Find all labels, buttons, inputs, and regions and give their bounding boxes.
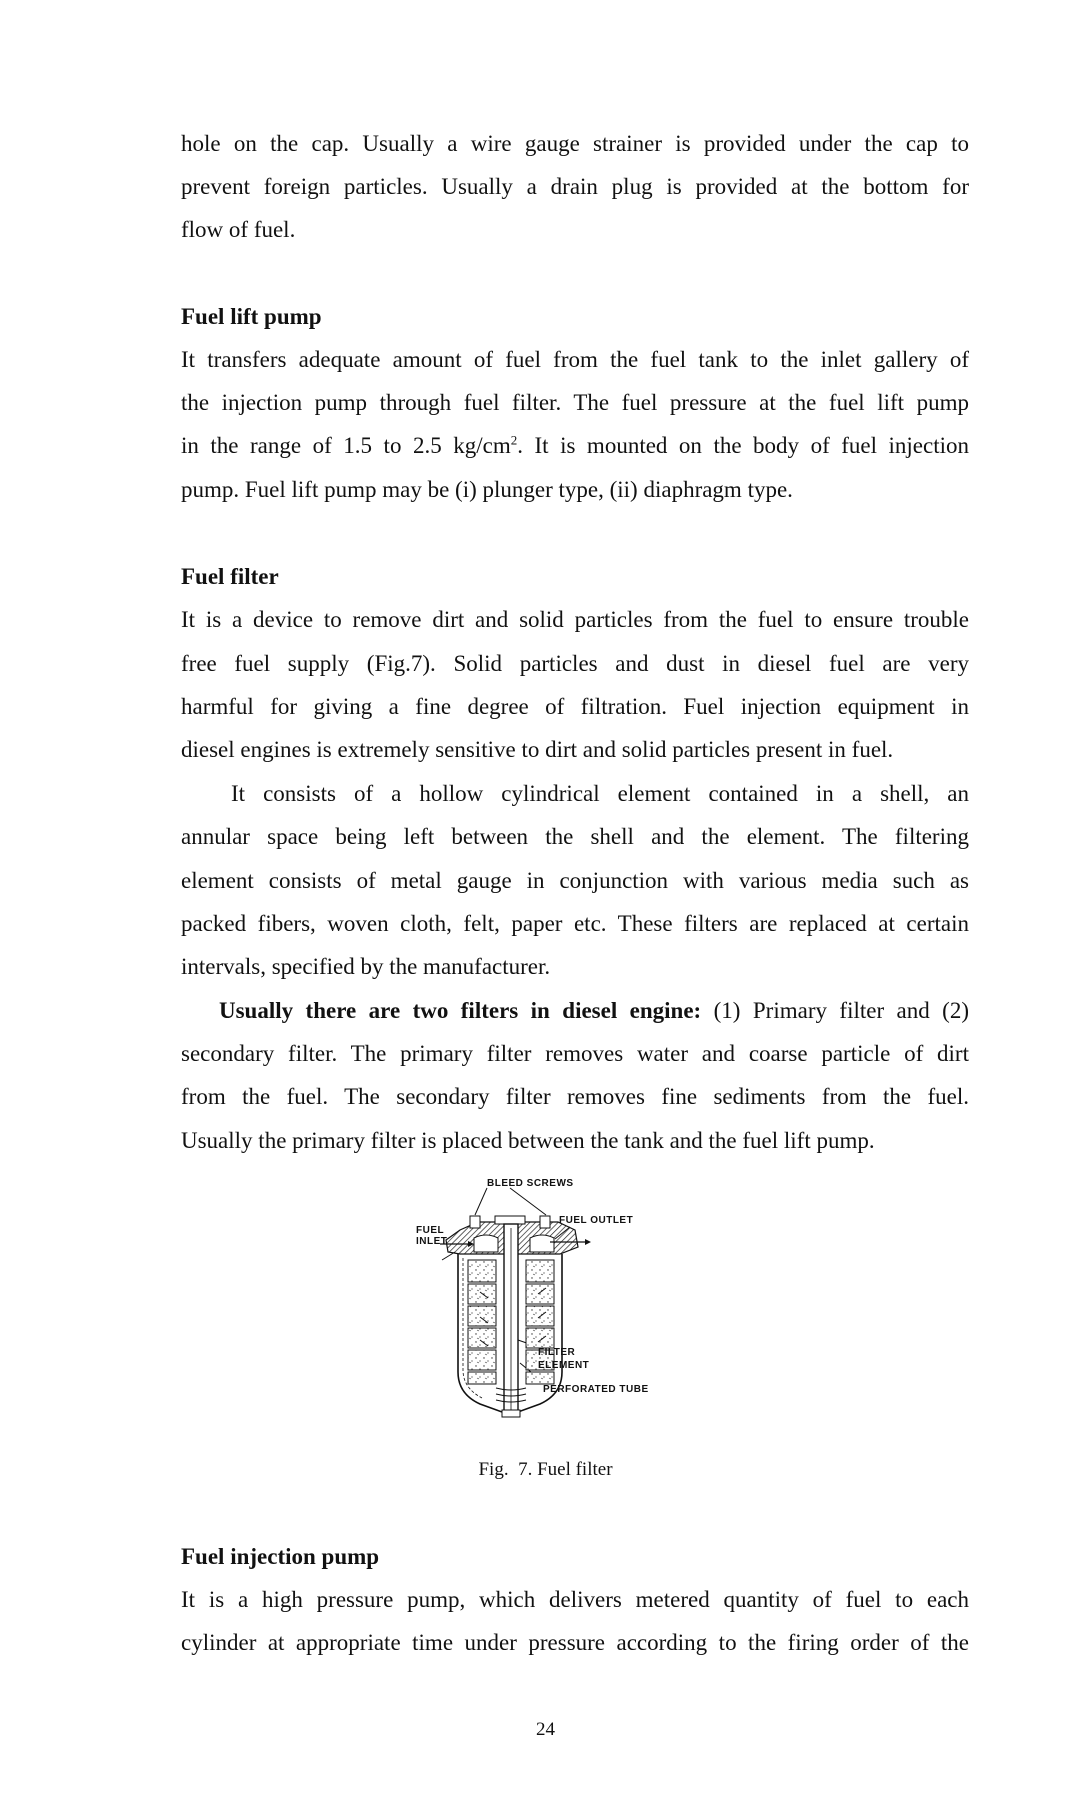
section-heading-fuel-lift-pump: Fuel lift pump [181,304,322,329]
body-line: secondary filter. The primary filter removes water and coarse particle of dirt [181,1041,969,1066]
body-line: prevent foreign particles. Usually a drain plug is provided at the bottom for [181,174,969,199]
body-line: flow of fuel. [181,217,296,242]
bold-lead: Usually there are two filters in diesel engine: [219,998,702,1023]
label-filter: FILTER [538,1347,576,1358]
label-fuel: FUEL [416,1225,445,1236]
superscript: 2 [510,432,518,448]
body-line: intervals, specified by the manufacturer. [181,954,551,979]
filter-element-left [468,1260,496,1384]
body-line [181,997,969,1025]
section-heading-fuel-filter: Fuel filter [181,564,279,589]
drain-plug [502,1410,520,1417]
body-line: element consists of metal gauge in conjunction with various media such as [181,868,969,893]
caption-text: 7. Fuel filter [518,1459,613,1480]
body-line: diesel engines is extremely sensitive to dirt and solid particles present in fuel. [181,737,894,762]
body-line: packed fibers, woven cloth, felt, paper etc. These filters are replaced at certain [181,911,969,936]
text-span: . It is mounted on the body of fuel injection [517,433,970,458]
leader-line [475,1188,487,1215]
body-line: cylinder at appropriate time under pressure according to the firing order of the [181,1630,969,1655]
text-span: in the range of 1.5 to 2.5 kg/cm [181,433,511,458]
body-line: hole on the cap. Usually a wire gauge strainer is provided under the cap to [181,131,969,156]
label-inlet: INLET [416,1236,448,1247]
bleed-screw-right [540,1216,550,1228]
bleed-screw-left [470,1216,480,1228]
body-line: free fuel supply (Fig.7). Solid particles and dust in diesel fuel are very [181,651,969,676]
body-line: Usually the primary filter is placed between the tank and the fuel lift pump. [181,1128,875,1153]
body-line: from the fuel. The secondary filter removes fine sediments from the fuel. [181,1084,969,1109]
text-span: (1) Primary filter and (2) [701,998,969,1023]
body-line [181,432,969,460]
caption-fig: Fig. [478,1459,509,1480]
body-line: the injection pump through fuel filter. The fuel pressure at the fuel lift pump [181,390,969,415]
body-line: It is a device to remove dirt and solid particles from the fuel to ensure trouble [181,607,969,632]
label-fuel-outlet: FUEL OUTLET [559,1215,634,1226]
fuel-filter-figure [410,1172,690,1422]
leader-line [510,1188,546,1215]
body-line: annular space being left between the shell and the element. The filtering [181,824,969,849]
body-line: It consists of a hollow cylindrical element contained in a shell, an [231,781,969,806]
section-heading-fuel-injection-pump: Fuel injection pump [181,1544,380,1569]
center-bolt-head [495,1216,525,1224]
label-perforated-tube: PERFORATED TUBE [543,1384,649,1395]
body-line: It transfers adequate amount of fuel from the fuel tank to the inlet gallery of [181,347,969,372]
body-line: It is a high pressure pump, which delivers metered quantity of fuel to each [181,1587,969,1612]
label-bleed-screws: BLEED SCREWS [487,1178,574,1189]
figure-caption [0,1459,1091,1481]
body-line: harmful for giving a fine degree of filtration. Fuel injection equipment in [181,694,969,719]
body-line: pump. Fuel lift pump may be (i) plunger type, (ii) diaphragm type. [181,477,793,502]
page-number: 24 [536,1719,555,1740]
label-element: ELEMENT [538,1360,590,1371]
